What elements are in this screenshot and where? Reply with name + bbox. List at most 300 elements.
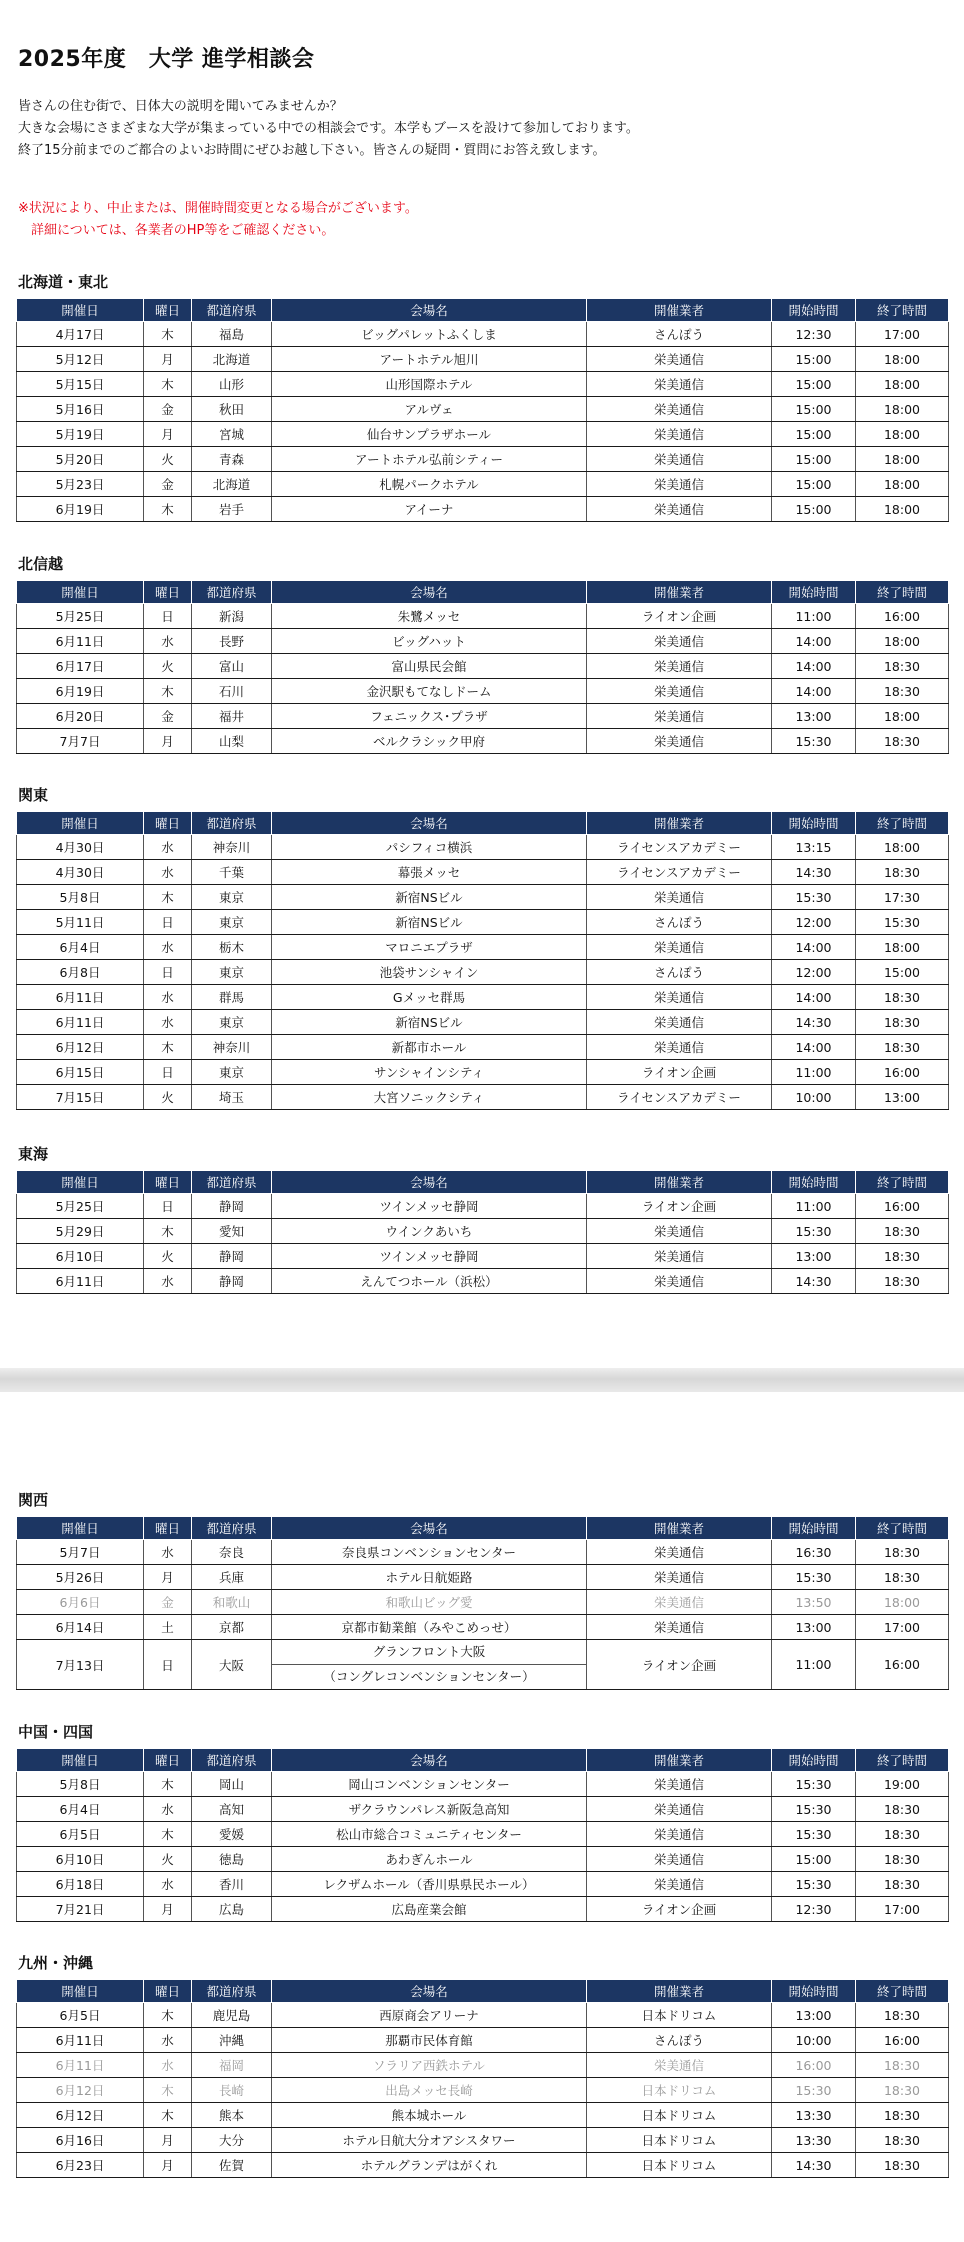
table-row	[17, 1035, 949, 1060]
table-row	[17, 447, 949, 472]
column-header: 開催業者	[587, 1517, 772, 1540]
start-time-cell: 13:00	[772, 704, 856, 729]
column-header: 開始時間	[772, 1749, 856, 1772]
table-row	[17, 347, 949, 372]
column-header: 終了時間	[856, 1749, 949, 1772]
date-cell: 6月11日	[17, 1269, 144, 1294]
column-header: 開催日	[17, 812, 144, 835]
table-row	[17, 1615, 949, 1640]
date-cell: 6月12日	[17, 2078, 144, 2103]
organizer-cell: 栄美通信	[587, 347, 772, 372]
end-time-cell: 15:00	[856, 960, 949, 985]
date-cell: 5月20日	[17, 447, 144, 472]
section-hokushinetsu	[16, 556, 948, 754]
start-time-cell: 13:00	[772, 1244, 856, 1269]
date-cell: 5月8日	[17, 1772, 144, 1797]
organizer-cell: 栄美通信	[587, 729, 772, 754]
column-header: 終了時間	[856, 581, 949, 604]
weekday-cell: 日	[144, 960, 192, 985]
date-cell: 6月6日	[17, 1590, 144, 1615]
end-time-cell: 18:30	[856, 2078, 949, 2103]
column-header: 曜日	[144, 812, 192, 835]
venue-cell: アルヴェ	[272, 397, 587, 422]
venue-cell: ツインメッセ静岡	[272, 1244, 587, 1269]
column-header: 開催日	[17, 581, 144, 604]
schedule-table	[16, 1170, 949, 1294]
prefecture-cell: 北海道	[192, 472, 272, 497]
weekday-cell: 火	[144, 1847, 192, 1872]
venue-cell: ツインメッセ静岡	[272, 1194, 587, 1219]
end-time-cell: 16:00	[856, 1640, 949, 1690]
start-time-cell: 15:30	[772, 1872, 856, 1897]
table-row	[17, 860, 949, 885]
weekday-cell: 水	[144, 1540, 192, 1565]
end-time-cell: 18:30	[856, 729, 949, 754]
date-cell: 6月12日	[17, 1035, 144, 1060]
venue-cell: 新宿NSビル	[272, 1010, 587, 1035]
prefecture-cell: 沖縄	[192, 2028, 272, 2053]
end-time-cell: 18:30	[856, 1010, 949, 1035]
date-cell: 6月11日	[17, 1010, 144, 1035]
table-row	[17, 1010, 949, 1035]
organizer-cell: 栄美通信	[587, 1244, 772, 1269]
prefecture-cell: 宮城	[192, 422, 272, 447]
weekday-cell: 月	[144, 729, 192, 754]
start-time-cell: 16:30	[772, 1540, 856, 1565]
table-row	[17, 1565, 949, 1590]
organizer-cell: 栄美通信	[587, 1269, 772, 1294]
column-header: 開催日	[17, 1749, 144, 1772]
date-cell: 6月11日	[17, 985, 144, 1010]
date-cell: 7月15日	[17, 1085, 144, 1110]
start-time-cell: 12:00	[772, 910, 856, 935]
prefecture-cell: 千葉	[192, 860, 272, 885]
venue-cell: あわぎんホール	[272, 1847, 587, 1872]
end-time-cell: 18:00	[856, 935, 949, 960]
end-time-cell: 18:30	[856, 1797, 949, 1822]
section-heading: 東海	[18, 1145, 49, 1163]
end-time-cell: 18:00	[856, 1590, 949, 1615]
table-row	[17, 472, 949, 497]
start-time-cell: 11:00	[772, 1194, 856, 1219]
venue-cell: アートホテル弘前シティー	[272, 447, 587, 472]
notice-line: 詳細については、各業者のHP等をご確認ください。	[18, 223, 335, 238]
section-heading: 北信越	[18, 555, 64, 573]
table-header-row	[17, 1171, 949, 1194]
venue-cell: 和歌山ビッグ愛	[272, 1590, 587, 1615]
section-heading: 関西	[18, 1491, 49, 1509]
prefecture-cell: 愛知	[192, 1219, 272, 1244]
table-row	[17, 654, 949, 679]
schedule-table	[16, 1979, 949, 2178]
venue-cell: アートホテル旭川	[272, 347, 587, 372]
weekday-cell: 水	[144, 935, 192, 960]
weekday-cell: 木	[144, 372, 192, 397]
date-cell: 6月10日	[17, 1847, 144, 1872]
start-time-cell: 11:00	[772, 1060, 856, 1085]
weekday-cell: 水	[144, 1010, 192, 1035]
end-time-cell: 18:30	[856, 1035, 949, 1060]
date-cell: 7月13日	[17, 1640, 144, 1690]
weekday-cell: 木	[144, 679, 192, 704]
start-time-cell: 14:30	[772, 860, 856, 885]
prefecture-cell: 秋田	[192, 397, 272, 422]
prefecture-cell: 長崎	[192, 2078, 272, 2103]
start-time-cell: 13:15	[772, 835, 856, 860]
end-time-cell: 17:00	[856, 322, 949, 347]
table-row	[17, 960, 949, 985]
prefecture-cell: 東京	[192, 885, 272, 910]
column-header: 曜日	[144, 1171, 192, 1194]
table-header-row	[17, 581, 949, 604]
section-kansai	[16, 1492, 948, 1690]
start-time-cell: 15:00	[772, 347, 856, 372]
date-cell: 6月4日	[17, 1797, 144, 1822]
prefecture-cell: 神奈川	[192, 835, 272, 860]
date-cell: 5月25日	[17, 1194, 144, 1219]
venue-cell: 松山市総合コミュニティセンター	[272, 1822, 587, 1847]
section-heading: 北海道・東北	[18, 273, 109, 291]
venue-subname-line: （コングレコンベンションセンター）	[323, 1669, 535, 1684]
weekday-cell: 水	[144, 2053, 192, 2078]
end-time-cell: 18:00	[856, 372, 949, 397]
organizer-cell: 栄美通信	[587, 654, 772, 679]
venue-cell	[272, 1640, 587, 1690]
weekday-cell: 木	[144, 322, 192, 347]
venue-cell: アイーナ	[272, 497, 587, 522]
table-row	[17, 397, 949, 422]
venue-cell: パシフィコ横浜	[272, 835, 587, 860]
weekday-cell: 水	[144, 1797, 192, 1822]
date-cell: 5月15日	[17, 372, 144, 397]
column-header: 会場名	[272, 1517, 587, 1540]
end-time-cell: 18:30	[856, 2003, 949, 2028]
column-header: 開催業者	[587, 812, 772, 835]
end-time-cell: 18:30	[856, 2128, 949, 2153]
date-cell: 6月11日	[17, 629, 144, 654]
column-header: 都道府県	[192, 1749, 272, 1772]
organizer-cell: ライオン企画	[587, 1060, 772, 1085]
table-row	[17, 2028, 949, 2053]
date-cell: 5月16日	[17, 397, 144, 422]
date-cell: 5月29日	[17, 1219, 144, 1244]
weekday-cell: 火	[144, 1244, 192, 1269]
organizer-cell: 日本ドリコム	[587, 2003, 772, 2028]
start-time-cell: 10:00	[772, 2028, 856, 2053]
table-row	[17, 885, 949, 910]
prefecture-cell: 岩手	[192, 497, 272, 522]
column-header: 会場名	[272, 1980, 587, 2003]
date-cell: 7月7日	[17, 729, 144, 754]
start-time-cell: 15:30	[772, 1797, 856, 1822]
prefecture-cell: 高知	[192, 1797, 272, 1822]
section-chugoku-shikoku	[16, 1724, 948, 1922]
end-time-cell: 18:30	[856, 2053, 949, 2078]
venue-cell: ビッグハット	[272, 629, 587, 654]
intro-text	[18, 96, 639, 162]
start-time-cell: 15:30	[772, 1772, 856, 1797]
weekday-cell: 水	[144, 629, 192, 654]
column-header: 都道府県	[192, 1171, 272, 1194]
organizer-cell: ライセンスアカデミー	[587, 860, 772, 885]
prefecture-cell: 群馬	[192, 985, 272, 1010]
start-time-cell: 14:30	[772, 2153, 856, 2178]
page-2	[0, 1392, 964, 2242]
weekday-cell: 木	[144, 1035, 192, 1060]
column-header: 曜日	[144, 1980, 192, 2003]
end-time-cell: 18:30	[856, 679, 949, 704]
prefecture-cell: 山梨	[192, 729, 272, 754]
prefecture-cell: 富山	[192, 654, 272, 679]
table-row	[17, 835, 949, 860]
table-row	[17, 372, 949, 397]
end-time-cell: 18:30	[856, 1565, 949, 1590]
end-time-cell: 18:30	[856, 1822, 949, 1847]
organizer-cell: 日本ドリコム	[587, 2128, 772, 2153]
table-row	[17, 704, 949, 729]
date-cell: 6月5日	[17, 2003, 144, 2028]
notice-text	[18, 198, 418, 242]
column-header: 終了時間	[856, 1517, 949, 1540]
table-row	[17, 985, 949, 1010]
weekday-cell: 金	[144, 704, 192, 729]
venue-cell: ザクラウンパレス新阪急高知	[272, 1797, 587, 1822]
organizer-cell: 栄美通信	[587, 1590, 772, 1615]
table-row	[17, 1060, 949, 1085]
table-row	[17, 1085, 949, 1110]
prefecture-cell: 徳島	[192, 1847, 272, 1872]
venue-cell: 岡山コンベンションセンター	[272, 1772, 587, 1797]
prefecture-cell: 福井	[192, 704, 272, 729]
venue-cell: ホテル日航姫路	[272, 1565, 587, 1590]
date-cell: 6月19日	[17, 679, 144, 704]
date-cell: 5月26日	[17, 1565, 144, 1590]
table-row	[17, 629, 949, 654]
venue-cell: 札幌パークホテル	[272, 472, 587, 497]
end-time-cell: 18:30	[856, 1872, 949, 1897]
prefecture-cell: 京都	[192, 1615, 272, 1640]
table-row	[17, 1219, 949, 1244]
weekday-cell: 木	[144, 497, 192, 522]
start-time-cell: 14:30	[772, 1010, 856, 1035]
start-time-cell: 15:00	[772, 447, 856, 472]
organizer-cell: 栄美通信	[587, 472, 772, 497]
end-time-cell: 17:30	[856, 885, 949, 910]
start-time-cell: 16:00	[772, 2053, 856, 2078]
organizer-cell: 栄美通信	[587, 1772, 772, 1797]
weekday-cell: 月	[144, 1565, 192, 1590]
end-time-cell: 18:00	[856, 704, 949, 729]
organizer-cell: 栄美通信	[587, 1219, 772, 1244]
table-row	[17, 2078, 949, 2103]
section-heading: 九州・沖縄	[18, 1954, 94, 1972]
organizer-cell: さんぽう	[587, 322, 772, 347]
schedule-table	[16, 298, 949, 522]
venue-cell: 出島メッセ長崎	[272, 2078, 587, 2103]
column-header: 開催業者	[587, 1171, 772, 1194]
table-header-row	[17, 1749, 949, 1772]
weekday-cell: 火	[144, 1085, 192, 1110]
organizer-cell: 栄美通信	[587, 1872, 772, 1897]
column-header: 終了時間	[856, 812, 949, 835]
organizer-cell: 栄美通信	[587, 1010, 772, 1035]
weekday-cell: 日	[144, 910, 192, 935]
prefecture-cell: 静岡	[192, 1244, 272, 1269]
section-kanto	[16, 787, 948, 1110]
column-header: 曜日	[144, 581, 192, 604]
end-time-cell: 16:00	[856, 1060, 949, 1085]
end-time-cell: 18:30	[856, 2153, 949, 2178]
venue-cell: 広島産業会館	[272, 1897, 587, 1922]
prefecture-cell: 神奈川	[192, 1035, 272, 1060]
prefecture-cell: 新潟	[192, 604, 272, 629]
weekday-cell: 日	[144, 604, 192, 629]
start-time-cell: 12:30	[772, 322, 856, 347]
column-header: 開催業者	[587, 299, 772, 322]
date-cell: 5月23日	[17, 472, 144, 497]
venue-cell: 西原商会アリーナ	[272, 2003, 587, 2028]
column-header: 曜日	[144, 1749, 192, 1772]
end-time-cell: 18:00	[856, 347, 949, 372]
start-time-cell: 11:00	[772, 1640, 856, 1690]
column-header: 都道府県	[192, 1980, 272, 2003]
prefecture-cell: 石川	[192, 679, 272, 704]
organizer-cell: ライセンスアカデミー	[587, 1085, 772, 1110]
weekday-cell: 木	[144, 1772, 192, 1797]
end-time-cell: 18:30	[856, 1847, 949, 1872]
weekday-cell: 日	[144, 1640, 192, 1690]
date-cell: 6月11日	[17, 2053, 144, 2078]
table-row	[17, 729, 949, 754]
start-time-cell: 15:00	[772, 397, 856, 422]
prefecture-cell: 鹿児島	[192, 2003, 272, 2028]
table-row	[17, 604, 949, 629]
date-cell: 6月8日	[17, 960, 144, 985]
start-time-cell: 15:30	[772, 1565, 856, 1590]
table-row	[17, 1797, 949, 1822]
prefecture-cell: 山形	[192, 372, 272, 397]
date-cell: 5月19日	[17, 422, 144, 447]
date-cell: 6月4日	[17, 935, 144, 960]
organizer-cell: 栄美通信	[587, 704, 772, 729]
section-tokai	[16, 1146, 948, 1294]
weekday-cell: 木	[144, 2078, 192, 2103]
date-cell: 6月16日	[17, 2128, 144, 2153]
table-row	[17, 2103, 949, 2128]
organizer-cell: 栄美通信	[587, 1540, 772, 1565]
venue-cell: レクザムホール（香川県県民ホール）	[272, 1872, 587, 1897]
column-header: 開始時間	[772, 581, 856, 604]
prefecture-cell: 佐賀	[192, 2153, 272, 2178]
venue-cell: 京都市勧業館（みやこめっせ）	[272, 1615, 587, 1640]
column-header: 開始時間	[772, 1980, 856, 2003]
venue-cell: ウインクあいち	[272, 1219, 587, 1244]
end-time-cell: 18:30	[856, 1244, 949, 1269]
venue-cell: Gメッセ群馬	[272, 985, 587, 1010]
organizer-cell: さんぽう	[587, 2028, 772, 2053]
venue-cell: 新都市ホール	[272, 1035, 587, 1060]
date-cell: 6月10日	[17, 1244, 144, 1269]
date-cell: 4月30日	[17, 860, 144, 885]
column-header: 開始時間	[772, 299, 856, 322]
venue-cell: ベルクラシック甲府	[272, 729, 587, 754]
date-cell: 6月23日	[17, 2153, 144, 2178]
column-header: 開催日	[17, 1171, 144, 1194]
organizer-cell: 栄美通信	[587, 679, 772, 704]
date-cell: 4月17日	[17, 322, 144, 347]
start-time-cell: 14:30	[772, 1269, 856, 1294]
venue-cell: 池袋サンシャイン	[272, 960, 587, 985]
date-cell: 5月7日	[17, 1540, 144, 1565]
table-row	[17, 910, 949, 935]
organizer-cell: ライオン企画	[587, 604, 772, 629]
venue-cell: 幕張メッセ	[272, 860, 587, 885]
start-time-cell: 15:30	[772, 729, 856, 754]
column-header: 開催日	[17, 1980, 144, 2003]
prefecture-cell: 広島	[192, 1897, 272, 1922]
column-header: 会場名	[272, 812, 587, 835]
column-header: 都道府県	[192, 1517, 272, 1540]
prefecture-cell: 福島	[192, 322, 272, 347]
organizer-cell: 栄美通信	[587, 447, 772, 472]
end-time-cell: 18:00	[856, 497, 949, 522]
start-time-cell: 15:30	[772, 1822, 856, 1847]
start-time-cell: 13:30	[772, 2103, 856, 2128]
date-cell: 6月15日	[17, 1060, 144, 1085]
table-row	[17, 2003, 949, 2028]
end-time-cell: 13:00	[856, 1085, 949, 1110]
venue-cell: えんてつホール（浜松）	[272, 1269, 587, 1294]
start-time-cell: 13:00	[772, 1615, 856, 1640]
organizer-cell: 栄美通信	[587, 1822, 772, 1847]
organizer-cell: 栄美通信	[587, 422, 772, 447]
start-time-cell: 10:00	[772, 1085, 856, 1110]
table-row	[17, 1872, 949, 1897]
end-time-cell: 18:00	[856, 397, 949, 422]
weekday-cell: 月	[144, 347, 192, 372]
prefecture-cell: 静岡	[192, 1269, 272, 1294]
intro-line: 大きな会場にさまざまな大学が集まっている中での相談会です。本学もブースを設けて参加しております。	[18, 121, 639, 136]
prefecture-cell: 東京	[192, 1010, 272, 1035]
prefecture-cell: 大阪	[192, 1640, 272, 1690]
start-time-cell: 15:00	[772, 372, 856, 397]
prefecture-cell: 兵庫	[192, 1565, 272, 1590]
venue-cell: 新宿NSビル	[272, 910, 587, 935]
start-time-cell: 14:00	[772, 654, 856, 679]
organizer-cell: 栄美通信	[587, 1565, 772, 1590]
date-cell: 7月21日	[17, 1897, 144, 1922]
weekday-cell: 金	[144, 1590, 192, 1615]
start-time-cell: 15:00	[772, 472, 856, 497]
organizer-cell: ライセンスアカデミー	[587, 835, 772, 860]
venue-cell: 新宿NSビル	[272, 885, 587, 910]
prefecture-cell: 熊本	[192, 2103, 272, 2128]
column-header: 都道府県	[192, 299, 272, 322]
table-header-row	[17, 1517, 949, 1540]
organizer-cell: 栄美通信	[587, 372, 772, 397]
start-time-cell: 14:00	[772, 679, 856, 704]
venue-cell: 奈良県コンベンションセンター	[272, 1540, 587, 1565]
organizer-cell: さんぽう	[587, 910, 772, 935]
section-heading: 関東	[18, 786, 49, 804]
organizer-cell: 栄美通信	[587, 1615, 772, 1640]
table-row	[17, 679, 949, 704]
prefecture-cell: 愛媛	[192, 1822, 272, 1847]
weekday-cell: 土	[144, 1615, 192, 1640]
column-header: 開催日	[17, 1517, 144, 1540]
weekday-cell: 水	[144, 860, 192, 885]
prefecture-cell: 青森	[192, 447, 272, 472]
